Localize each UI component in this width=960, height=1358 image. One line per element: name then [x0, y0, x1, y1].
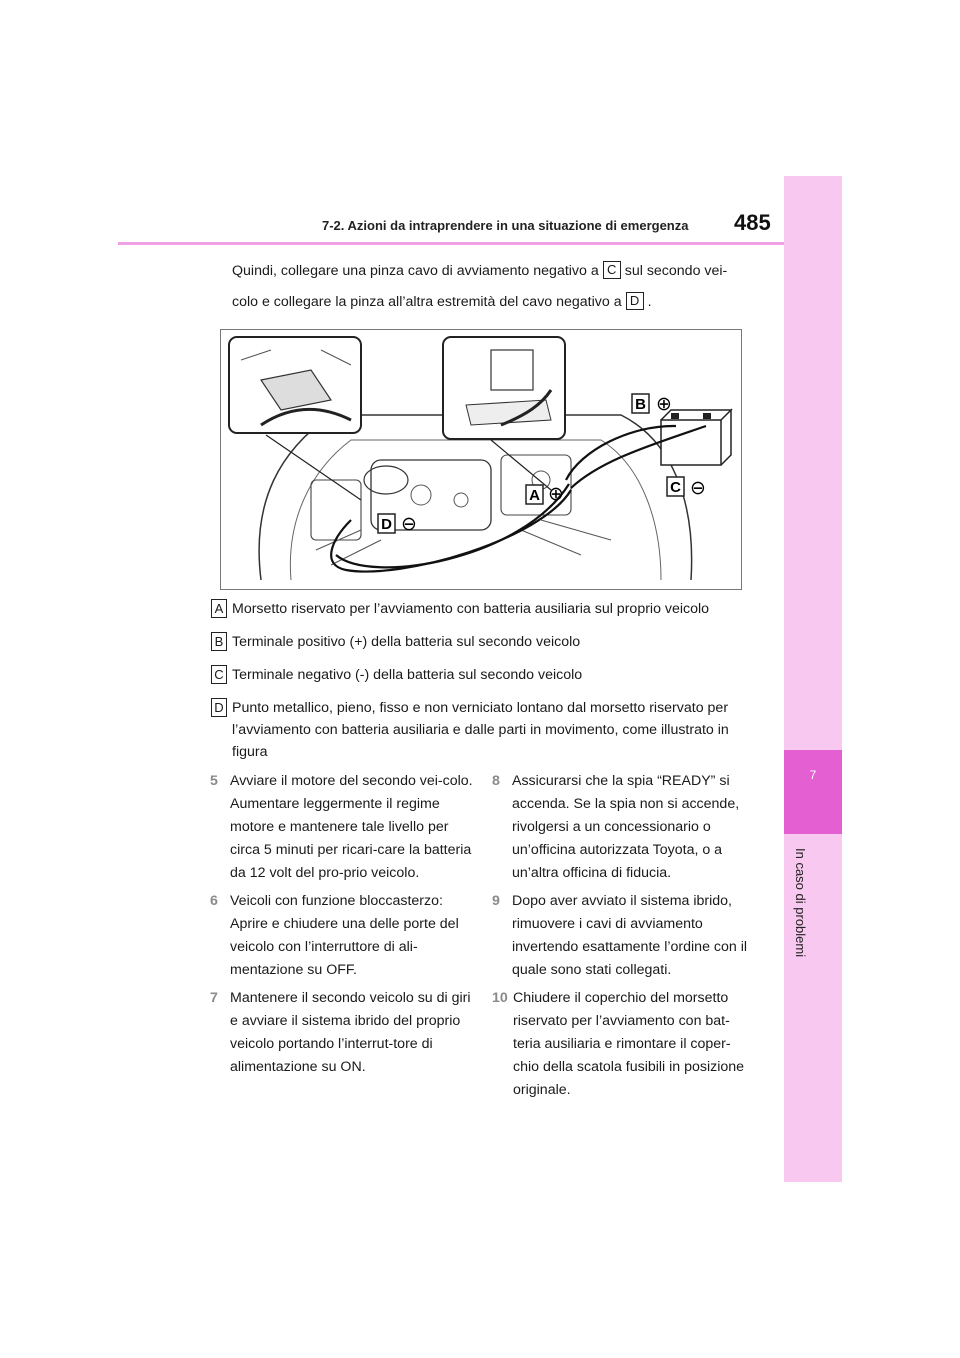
- label-box-c: C: [603, 261, 621, 279]
- step-5: [210, 770, 480, 885]
- legend-key-b: B: [211, 632, 227, 651]
- engine-illustration-svg: [221, 330, 741, 589]
- legend-item-b: [211, 631, 751, 653]
- figure-legend: [211, 598, 751, 774]
- section-title: 7-2. Azioni da intraprendere in una situazione di emergenza: [322, 218, 689, 233]
- chapter-number: 7: [809, 768, 817, 782]
- steps-left-column: [210, 770, 480, 1084]
- step-text: Avviare il motore del secondo vei-colo. Aumentare leggermente il regime motore e mantenere tale livello per circa 5 minuti per ricari-care la batteria da 12 volt del pro-prio veicolo.: [230, 773, 473, 881]
- header-divider: [118, 242, 784, 245]
- step-number: 9: [492, 893, 500, 909]
- legend-item-a: [211, 598, 751, 620]
- step-number: 10: [492, 990, 508, 1006]
- page-number: 485: [734, 210, 771, 235]
- step-number: 7: [210, 990, 218, 1006]
- legend-text-b: Terminale positivo (+) della batteria sul secondo veicolo: [232, 634, 581, 650]
- step-6: [210, 890, 480, 982]
- intro-text-2: sul secondo vei-colo e collegare la pinza all’altra estremità del cavo negativo a: [232, 263, 728, 310]
- step-number: 6: [210, 893, 218, 909]
- intro-paragraph: [232, 256, 752, 318]
- plus-symbol-a: ⊕: [548, 483, 564, 505]
- chapter-tab: [784, 750, 842, 834]
- legend-item-c: [211, 664, 751, 686]
- legend-key-c: C: [211, 665, 227, 684]
- step-text: Chiudere il coperchio del morsetto riservato per l’avviamento con bat-teria ausiliaria e rimontare il coper-chio della scatola fusibili in posizione originale.: [513, 990, 745, 1098]
- intro-text-1: Quindi, collegare una pinza cavo di avviamento negativo a: [232, 263, 599, 279]
- step-10: [492, 987, 754, 1102]
- legend-item-d: [211, 697, 751, 763]
- legend-key-d: D: [211, 698, 227, 717]
- label-d: D: [381, 516, 392, 533]
- step-text: Dopo aver avviato il sistema ibrido, rimuovere i cavi di avviamento invertendo esattamente l’ordine con il quale sono stati collegati.: [512, 893, 748, 978]
- minus-symbol-d: ⊖: [401, 513, 417, 535]
- step-text: Veicoli con funzione bloccasterzo: Aprire e chiudere una delle porte del veicolo con l’interruttore di ali-mentazione su OFF.: [230, 893, 459, 978]
- chapter-title: In caso di problemi: [793, 848, 808, 958]
- label-c: C: [670, 479, 681, 496]
- step-text: Mantenere il secondo veicolo su di giri e avviare il sistema ibrido del proprio veicolo portando l’interrut-tore di alimentazione su ON.: [230, 990, 471, 1075]
- step-8: [492, 770, 754, 885]
- steps-right-column: [492, 770, 754, 1107]
- step-7: [210, 987, 480, 1079]
- legend-key-a: A: [211, 599, 227, 618]
- plus-symbol-b: ⊕: [656, 393, 672, 415]
- step-number: 8: [492, 773, 500, 789]
- step-text: Assicurarsi che la spia “READY” si accenda. Se la spia non si accende, rivolgersi a un concessionario o un’officina autorizzata Toyota, o a un’altra officina di fiducia.: [512, 773, 740, 881]
- legend-text-a: Morsetto riservato per l’avviamento con batteria ausiliaria sul proprio veicolo: [232, 601, 710, 617]
- intro-text-3: .: [647, 294, 652, 310]
- step-9: [492, 890, 754, 982]
- legend-text-c: Terminale negativo (-) della batteria sul secondo veicolo: [232, 667, 583, 683]
- label-b: B: [635, 396, 646, 413]
- label-box-d: D: [626, 292, 644, 310]
- legend-text-d: Punto metallico, pieno, fisso e non verniciato lontano dal morsetto riservato per l’avviamento con batteria ausiliaria e dalle parti in movimento, come illustrato in figura: [232, 700, 729, 760]
- engine-bay-illustration: [220, 329, 742, 590]
- step-number: 5: [210, 773, 218, 789]
- label-a: A: [529, 487, 540, 504]
- minus-symbol-c: ⊖: [690, 477, 706, 499]
